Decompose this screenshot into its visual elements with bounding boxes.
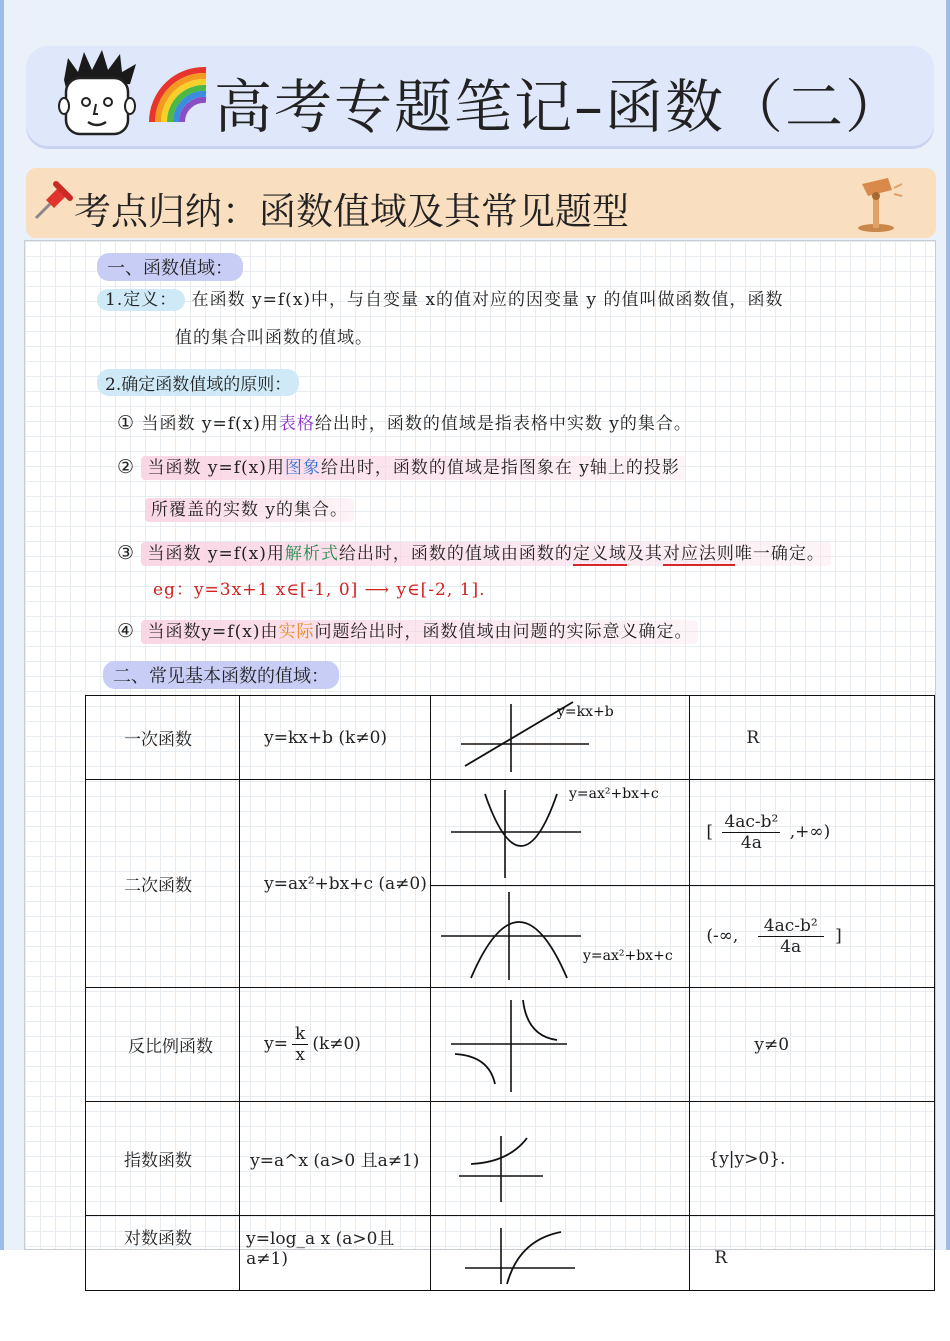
rainbow-icon: [146, 64, 210, 126]
principle-2-text-b: 给出时，函数的值域是指图象在 y轴上的投影: [320, 458, 680, 478]
quadratic-down-label: y=ax²+bx+c: [583, 948, 674, 964]
principle-2-num: ②: [117, 456, 136, 478]
table-row: [86, 1216, 935, 1291]
inverse-expr-post: (k≠0): [312, 1034, 361, 1054]
range-down-bracket: ]: [835, 926, 842, 946]
quadratic-down-graph: [431, 886, 689, 982]
principle-3-text-c: 及其: [626, 544, 663, 564]
table-row: [86, 988, 935, 1102]
range-down-fraction: [758, 916, 824, 957]
range-up-numerator: 4ac-b²: [724, 812, 779, 832]
func-expr-quadratic: y=ax²+bx+c (a≠0): [240, 780, 431, 988]
principle-3-text-b: 给出时，函数的值域由函数的: [338, 544, 573, 564]
principle-3-num: ③: [117, 542, 136, 564]
inverse-graph: [431, 988, 689, 1096]
definition-text-1: 在函数 y=f(x)中，与自变量 x的值对应的因变量 y 的值叫做函数值，函数: [191, 290, 784, 310]
range-down-head: (-∞,: [706, 926, 739, 946]
principle-3-text-a: 当函数 y=f(x)用: [147, 544, 285, 564]
principle-3-text-d: 唯一确定。: [734, 544, 825, 564]
func-range-quadratic-down: [690, 886, 935, 988]
pushpin-icon: [32, 180, 72, 222]
topic-bar: [26, 168, 936, 238]
principle-2: [117, 453, 686, 478]
desk-lamp-icon: [854, 174, 906, 234]
definition-label: 1.定义：: [97, 289, 185, 311]
func-name-log: 对数函数: [86, 1216, 240, 1291]
principle-2-keyword: 图象: [284, 458, 321, 478]
value-range-table: [85, 695, 935, 1291]
principle-4-text-a: 当函数y=f(x)由: [147, 622, 279, 642]
principle-3-underline-domain: 定义域: [572, 544, 627, 564]
principle-1-text-a: 当函数 y=f(x)用: [141, 414, 279, 434]
inverse-expr-numerator: k: [292, 1024, 308, 1045]
func-graph-linear: [431, 696, 690, 780]
section1-heading: 一、函数值域：: [97, 253, 243, 281]
func-graph-quadratic-down: [431, 886, 690, 988]
quadratic-up-label: y=ax²+bx+c: [569, 786, 660, 802]
principle-2-text-c: 所覆盖的实数 y的集合。: [145, 498, 354, 522]
func-range-linear: R: [690, 696, 935, 780]
log-graph: [431, 1218, 689, 1284]
func-name-quadratic: 二次函数: [86, 780, 240, 988]
func-graph-quadratic-up: [431, 780, 690, 886]
definition-line2: 值的集合叫函数的值域。: [175, 328, 373, 348]
func-graph-exponential: [431, 1102, 690, 1216]
func-name-exponential: 指数函数: [86, 1102, 240, 1216]
principle-2-text-a: 当函数 y=f(x)用: [147, 458, 285, 478]
func-range-log: R: [690, 1216, 935, 1291]
principles-heading: 2.确定函数值域的原则：: [97, 369, 299, 396]
inverse-expr-pre: y=: [264, 1034, 288, 1054]
principle-3-keyword: 解析式: [284, 544, 339, 564]
table-row: [86, 780, 935, 886]
table-row: [86, 1102, 935, 1216]
func-name-linear: 一次函数: [86, 696, 240, 780]
principle-4-num: ④: [117, 620, 136, 642]
func-expr-exponential: y=a^x (a>0 且a≠1): [240, 1102, 431, 1216]
table-row: [86, 696, 935, 780]
notebook-page: [24, 240, 936, 1269]
inverse-expr-denominator: x: [295, 1045, 305, 1065]
page-title: 高考专题笔记–函数（二）: [214, 73, 906, 141]
inverse-expr-fraction: [292, 1024, 308, 1065]
cartoon-face-icon: [56, 50, 140, 140]
principle-3: [117, 539, 831, 564]
func-expr-linear: y=kx+b (k≠0): [240, 696, 431, 780]
func-range-exponential: {y|y>0}.: [690, 1102, 935, 1216]
principle-4-text-b: 问题给出时，函数值域由问题的实际意义确定。: [314, 622, 693, 642]
topic-title: 考点归纳：函数值域及其常见题型: [74, 190, 629, 233]
func-graph-log: [431, 1216, 690, 1291]
range-up-bracket: [: [706, 822, 714, 842]
principle-3-example: eg：y=3x+1 x∈[-1, 0] ⟶ y∈[-2, 1].: [153, 580, 486, 600]
func-range-quadratic-up: [690, 780, 935, 886]
principle-4: [117, 617, 698, 642]
principle-3-underline-rule: 对应法则: [662, 544, 735, 564]
linear-graph: [431, 696, 689, 774]
definition-line1: [97, 285, 783, 310]
principle-1: [117, 409, 692, 434]
range-up-fraction: [722, 812, 780, 853]
func-range-inverse: y≠0: [690, 988, 935, 1102]
func-name-inverse: 反比例函数: [86, 988, 240, 1102]
principle-1-keyword: 表格: [278, 414, 315, 434]
func-expr-log: y=log_a x (a>0且a≠1): [240, 1216, 431, 1291]
section2-heading: 二、常见基本函数的值域：: [103, 661, 339, 689]
func-expr-inverse: [240, 988, 431, 1102]
principle-1-num: ①: [117, 412, 136, 434]
range-up-tail: ,+∞): [789, 822, 831, 842]
principle-1-text-b: 给出时，函数的值域是指表格中实数 y的集合。: [314, 414, 692, 434]
range-down-denominator: 4a: [780, 937, 802, 957]
exponential-graph: [431, 1102, 689, 1210]
quadratic-up-graph: [431, 780, 689, 880]
principle-2-cont: [145, 495, 354, 520]
linear-graph-label: y=kx+b: [557, 704, 615, 720]
title-card: [26, 46, 934, 146]
principle-4-keyword: 实际: [278, 622, 315, 642]
range-up-denominator: 4a: [740, 833, 762, 853]
range-down-numerator: 4ac-b²: [758, 916, 824, 937]
func-graph-inverse: [431, 988, 690, 1102]
